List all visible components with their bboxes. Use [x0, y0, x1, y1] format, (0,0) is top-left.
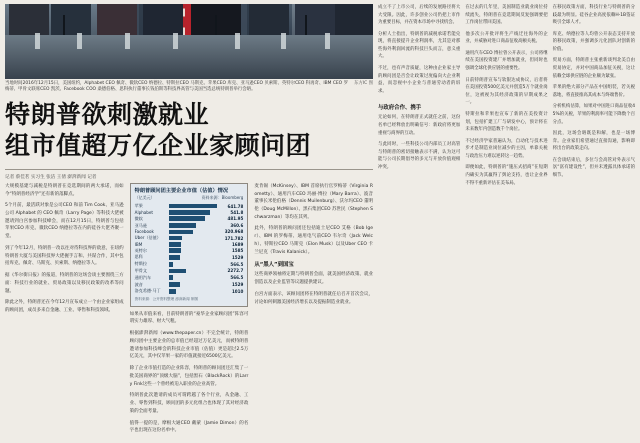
- chart-bar-value: 1585: [231, 248, 244, 254]
- chart-bar-label: 微软: [134, 215, 143, 221]
- body-column-4: [378, 4, 460, 439]
- chart-bar-label: 甲骨文: [134, 267, 147, 273]
- chart-bar-row: [135, 247, 244, 254]
- chart-bar-value: 360.6: [230, 223, 244, 229]
- body-column-5: [465, 4, 547, 439]
- chart-bar-label: 思科: [134, 254, 143, 260]
- article-photo: [5, 4, 373, 79]
- chart-bar-label: 波音: [134, 281, 143, 287]
- chart-bar-label: 洛克希德·马丁: [134, 288, 161, 294]
- chart-bar-value: 320.968: [224, 229, 244, 235]
- chart-bar-row: [135, 261, 244, 268]
- paragraph: 特朗普此次邀请的成员可谓跨越了各个行业，从金融、工业、零售到科技，顾问团的多元化组合也体现了其对经济政策的全面考量。: [129, 393, 249, 414]
- chart-bar-label: 通用汽车: [134, 274, 152, 280]
- paragraph: 日前特朗普宣布与软银达成协议，后者将在美国投资500亿美元并创造5万个就业岗位，这被视为其经济政策的早期成果之一。: [465, 77, 548, 106]
- paragraph: 大规模基建与减税是特朗普在竞选期间的两大承诺，而如今“特朗普经济学”还有新的落脚点。: [5, 183, 124, 197]
- chart-bar-track: [169, 281, 218, 288]
- paragraph: 5个月前，最活跃对象是公司CEO 和前 Tim Cook、亚马逊公司 Alphabet 的 CEO 佩奇（Larry Page）等科技大佬被邀请到白宫参加科技峰会，而在12月15日，特朗普与包括苹果CEO 库克、微软CEO 纳德拉等在内的硅谷大佬齐聚一堂。: [5, 203, 124, 240]
- paragraph: 无论如何，在特朗普正式就任之前，这份名单已经释放出明确信号：新政府将更加重视与商界的互动。: [378, 115, 461, 136]
- chart-bar-value: 1529: [231, 282, 244, 288]
- chart-bar-label: Alphabet: [134, 209, 154, 215]
- chart-bar-row: [135, 268, 244, 275]
- paragraph: 在移民政策方面，科技行业与特朗普的分歧最为明显。硅谷企业高度依赖H-1B签证吸引全球人才。: [552, 5, 635, 26]
- chart-bar-value: 566.5: [230, 261, 244, 267]
- chart-bar-label: IBM: [134, 241, 143, 247]
- paragraph: 通用汽车CEO 博拉曾公开表示，公司将继续在美国投资建厂并增加就业，但同时也强调全球化供应链的重要性。: [465, 50, 548, 72]
- body-column-3: [254, 183, 373, 439]
- body-column-1: [5, 183, 124, 439]
- paragraph: 到了今年12月，特朗普一改以往对待科技界的敌意，在纽约特朗普大厦与美国科技界大佬握手言和、共谋合作，其中包括库克、佩奇、马斯克、贝索斯、纳德拉等人。: [5, 245, 124, 267]
- paragraph: 根据澎湃新闻（www.thepaper.cn）不完全统计，特朗普顾问团中主要企业的总市值已经超过万亿美元，而被特朗普邀请参加科技峰会的科技企业市值（估值）更是超过2.5万亿美元，其中仅苹果一家的市值就接近6500亿美元。: [129, 331, 249, 360]
- paragraph: 与此同时，一些科技公司内部员工对高管与特朗普的密切接触表示不满，认为这可能与公司长期倡导的多元与开放价值观相冲突。: [378, 142, 461, 170]
- chart-bar-track: [169, 222, 218, 229]
- paragraph: 分析人士指出，特朗普的减税承诺若能兑现，将直接提升企业利润率，尤其是对那些海外利润回流的科技巨头而言，意义重大。: [378, 31, 461, 60]
- chart-bar-label: 特斯拉: [134, 261, 147, 267]
- paragraph: 这些商界领袖将定期与特朗普会面，就美国经济政策、就业创造以及企业监管等议题提供建议。: [254, 272, 374, 286]
- paragraph: 即便如此，特朗普的“施压式招商”在短期内确实为其赢得了舆论支持，也让企业界不得不重新评估在美布局。: [465, 165, 548, 186]
- chart-bar-track: [169, 215, 218, 222]
- chart-bar-label: 英特尔: [134, 247, 147, 253]
- paragraph: 成立不了上市公司，后续的发展路径将大大受限。因此，许多创业公司仍把上市作为重要目标，并在资本市场中寻找机会。: [378, 5, 461, 26]
- byline: 记者 蔡佳茗 实习生 张洁 王倩 澎湃新闻 记者: [5, 174, 97, 180]
- chart-bar-row: [135, 235, 244, 242]
- continuation-columns: [373, 4, 635, 439]
- chart-bar-track: [169, 203, 218, 210]
- chart-bar-value: 1689: [231, 241, 244, 247]
- divider: [5, 169, 373, 170]
- paragraph: 库克、纳德拉等人均曾公开表态支持开放的移民政策，并强调多元化团队对创新的价值。: [552, 31, 635, 52]
- chart-bar-track: [169, 268, 218, 275]
- paragraph: 分析机构估算，如果对中国进口商品征收45%的关税，苹果的利润率可能下降数个百分点。: [552, 104, 635, 125]
- paragraph: 值得一提的是，摩根大通CEO 戴蒙（Jamie Dimon）的名字也出现在这份名单中。: [129, 420, 249, 434]
- photo-caption-text: 当地时间2016年12月15日，美国纽约，Alphabet CEO 佩奇、微软CEO 纳德拉、特斯拉CEO 马斯克、苹果CEO 库克、亚马逊CEO 贝索斯、英特尔CEO 科再奇、IBM CEO 罗梅蒂、甲骨文联席CEO 凯茨、Facebook COO 桑德伯格、思科执行董事长钱伯斯等科技界高管与美国当选总统特朗普举行会晤。: [5, 80, 348, 92]
- paragraph: 苹果的绝大部分产品在中国组装，若关税落地，将直接推高其成本与终端售价。: [552, 85, 635, 98]
- chart-bar-row: [135, 203, 244, 210]
- chart-bar-row: [135, 281, 244, 288]
- chart-bar-row: [135, 222, 244, 229]
- chart-title: 特朗普顾问团主要企业市值（估值）情况: [134, 187, 229, 194]
- chart-unit-right: 资料来源：Bloomberg: [201, 194, 244, 200]
- chart-bar-track: [169, 247, 218, 254]
- chart-bar-track: [169, 274, 218, 281]
- chart-bar-value: 566.5: [230, 275, 244, 281]
- body-column-6: [553, 4, 635, 439]
- paragraph: 此外，特朗普的顾问团还包括迪士尼CEO 艾格（Bob Iger）、IBM 的罗梅蒂、通用电气前CEO 韦尔奇（Jack Welch）、特斯拉CEO 马斯克（Elon Musk）以及Uber CEO 卡兰尼克（Travis Kalanick）。: [254, 226, 374, 255]
- chart-bar-label: Facebook: [134, 229, 154, 235]
- body-column-2: [130, 183, 249, 439]
- main-article: [5, 4, 373, 439]
- section-subheading: 从“黑人”到国宝: [254, 262, 294, 269]
- chart-bar-value: 1010: [231, 288, 244, 294]
- paragraph: 他多次公开批评将生产线迁往海外的企业，并威胁对进口商品征收高额关税。: [465, 31, 548, 45]
- paragraph: 麦肯锡（McKinsey）、IBM 首席执行官罗梅蒂（Virginia Rometty）、通用汽车CEO 玛丽·博拉（Mary Barra）、波音董事长米伦伯格（Dennis Muilenburg）、沃尔玛CEO 董明伦（Doug McMillon）、黑石集团CEO 苏世民（Stephen Schwarzman）等均在其列。: [254, 183, 374, 220]
- photo-credit: 东方IC 图: [354, 80, 373, 86]
- chart-bar-row: [135, 254, 244, 261]
- paragraph: 贸易方面，特朗普主张重新谈判北美自由贸易协定，并对中国商品加征关税，这让依赖全球供应链的企业颇为紧张。: [552, 58, 635, 79]
- chart-bar-label: Uber（估值）: [134, 235, 161, 241]
- section-subheading: 与政府合作、携手: [378, 105, 422, 112]
- chart-bar-value: 1529: [231, 254, 244, 260]
- chart-bar-track: [169, 288, 218, 295]
- chart-bars: [135, 203, 244, 295]
- chart-bar-value: 2272.7: [227, 268, 244, 274]
- paragraph: 不过，也有声音质疑，这种由企业家主导的顾问团是否会让政策过度偏向大企业利益，而忽视中小企业与普通劳动者的诉求。: [378, 66, 461, 94]
- chart-bar-label: 亚马逊: [134, 222, 147, 228]
- chart-bar-track: [169, 261, 218, 268]
- photo-caption: [5, 79, 373, 97]
- paragraph: 在过去的几年里，美国制造业就业岗位持续流失，特朗普在竞选期间反复强调要把工作岗位带回美国。: [465, 5, 548, 26]
- paragraph: 如果从市值来看，目前特朗普的“豪华企业家顾问团”阵容可谓实力雄厚、财大气粗。: [129, 311, 249, 325]
- article-body: [5, 183, 373, 439]
- chart-bar-row: [135, 288, 244, 295]
- chart-unit-left: （亿美元）: [134, 194, 155, 200]
- page-title: [5, 96, 373, 167]
- paragraph: 在会谈结束后，多位与会高管对外表示气氛“富有建设性”，但并未透露具体承诺的细节。: [552, 157, 635, 178]
- paragraph: 因此，这场会晤既是和解，也是一场博弈。企业家们希望通过直接沟通，影响即将出台的政策走向。: [552, 131, 635, 152]
- chart-company-marketcap: [130, 183, 249, 307]
- headline-line-2: 组市值超万亿企业家顾问团: [5, 130, 312, 160]
- chart-bar-row: [135, 215, 244, 222]
- paragraph: 据《华尔街日报》的报道，特朗普的这场会谈主要围绕三方面：科技行业的就业、贸易政策以及移民政策的改革等问题。: [5, 273, 124, 294]
- headline-line-1: 特朗普欲刺激就业: [5, 100, 210, 130]
- paragraph: 特斯拉和苹果也宣布了新的在美投资计划，包括扩建工厂与研发中心，预计将在未来数年内创造数千个岗位。: [465, 111, 548, 133]
- chart-bar-track: [169, 235, 218, 242]
- paragraph: 不过经济学家普遍认为，自动化与技术进步才是制造业岗位减少的主因，单靠关税与政治压力难以逆转这一趋势。: [465, 138, 548, 159]
- paragraph: 白宫方面表示，该顾问团将在特朗普就任后召开首次会议，讨论如何刺激美国经济增长以及提振制造业就业。: [254, 291, 374, 305]
- chart-bar-value: 171.782: [224, 235, 244, 241]
- chart-bar-label: 苹果: [134, 203, 143, 209]
- chart-bar-track: [169, 254, 218, 261]
- chart-bar-value: 641.78: [227, 203, 244, 209]
- chart-bar-value: 481.95: [227, 216, 244, 222]
- paragraph: 除此之外，特朗普还在今年12月宣布成立一个由企业家组成的顾问团，成员多来自金融、工业、零售和科技领域。: [5, 300, 124, 314]
- chart-source: 资料来源：公开资料整理 澎湃新闻 制图: [134, 296, 199, 301]
- paragraph: 除了企业市值打造的企业阵容，特朗普的顾问团还汇集了一批美国商界的“顶级大脑”，包括黑石（BlackRock）的Larry Fink这些一个曾经被迫入职业的企业高管。: [129, 366, 249, 387]
- chart-bar-row: [135, 274, 244, 281]
- chart-bar-value: 541.8: [230, 209, 244, 215]
